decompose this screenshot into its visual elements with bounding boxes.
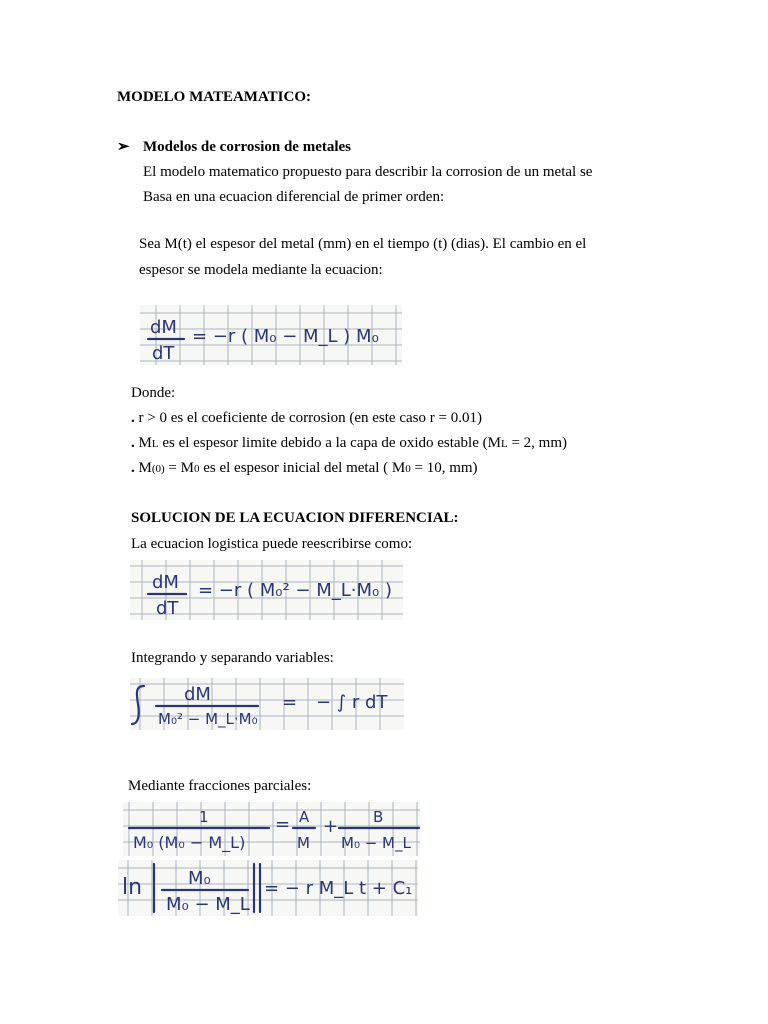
eq4-plus: +	[323, 816, 339, 837]
eq4-denominator: M₀ (M₀ − M_L)	[133, 833, 246, 852]
eq2-lhs-bottom: dT	[156, 598, 179, 619]
eq1-rhs: = −r ( M₀ − M_L ) M₀	[192, 326, 379, 347]
eq1-lhs-top: dM	[150, 317, 177, 338]
donde-label: Donde:	[131, 385, 176, 401]
eq3-equals: =	[282, 692, 298, 713]
equation-image-5	[118, 860, 418, 916]
eq4-m: M	[297, 834, 310, 852]
paragraph-line: espesor se modela mediante la ecuacion:	[139, 262, 383, 278]
equation-image-4	[123, 802, 420, 856]
paragraph-line: El modelo matematico propuesto para describir la corrosion de un metal se	[143, 164, 593, 180]
eq3-numerator: dM	[184, 684, 211, 705]
eq4-a: A	[299, 808, 310, 826]
paragraph-line: La ecuacion logistica puede reescribirse como:	[131, 536, 413, 552]
eq2-rhs: = −r ( M₀² − M_L·M₀ )	[198, 580, 393, 601]
eq4-numerator: 1	[199, 808, 209, 826]
definition-item-r: . r > 0 es el coeficiente de corrosion (en este caso r = 0.01)	[131, 410, 482, 426]
paragraph-line: Sea M(t) el espesor del metal (mm) en el tiempo (t) (dias). El cambio en el	[139, 236, 587, 252]
page-heading: MODELO MATEAMATICO:	[117, 89, 312, 105]
equation-image-2	[130, 560, 403, 620]
section-title: SOLUCION DE LA ECUACION DIFERENCIAL:	[131, 510, 459, 526]
eq3-rhs: − ∫ r dT	[316, 692, 388, 713]
eq3-denominator: M₀² − M_L·M₀	[158, 710, 258, 728]
definition-item-ml: . ML es el espesor limite debido a la capa de oxido estable (ML = 2, mm)	[131, 435, 567, 451]
eq4-denominator-2: M₀ − M_L	[341, 834, 411, 852]
eq2-lhs-top: dM	[152, 572, 179, 593]
eq4-equals: =	[275, 814, 291, 835]
eq5-rhs: = − r M_L t + C₁	[264, 878, 413, 899]
eq5-ln: ln	[122, 875, 143, 900]
eq5-denominator: M₀ − M_L	[166, 894, 250, 915]
paragraph-line: Integrando y separando variables:	[131, 650, 334, 666]
eq4-b: B	[373, 808, 384, 826]
paragraph-line: Mediante fracciones parciales:	[128, 778, 312, 794]
eq5-numerator: M₀	[188, 868, 211, 889]
equation-image-1	[140, 305, 402, 365]
section-title: Modelos de corrosion de metales	[143, 139, 352, 155]
paragraph-line: Basa en una ecuacion diferencial de primer orden:	[143, 189, 445, 205]
eq1-lhs-bottom: dT	[152, 343, 175, 364]
equation-image-3	[130, 678, 404, 730]
bullet-arrow-icon: ➢	[117, 139, 130, 155]
definition-item-m0: . M(0) = M0 es el espesor inicial del metal ( M0 = 10, mm)	[131, 460, 478, 476]
